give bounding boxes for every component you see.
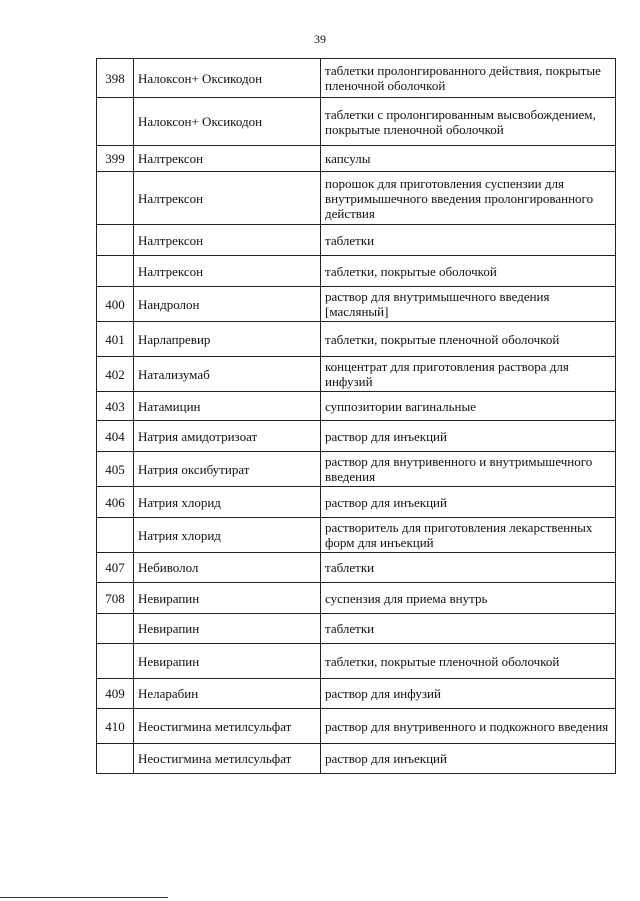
- drug-name: Невирапин: [134, 644, 321, 679]
- drug-name: Натрия оксибутират: [134, 452, 321, 487]
- row-number: 403: [97, 392, 134, 421]
- drug-name: Натализумаб: [134, 357, 321, 392]
- dosage-form: таблетки пролонгированного действия, покрытые пленочной оболочкой: [321, 59, 616, 98]
- row-number: [97, 744, 134, 774]
- table-row: [97, 518, 616, 553]
- table-row: [97, 553, 616, 583]
- table-row: [97, 225, 616, 256]
- row-number: 398: [97, 59, 134, 98]
- table-row: [97, 256, 616, 287]
- dosage-form: суспензия для приема внутрь: [321, 583, 616, 614]
- row-number: 410: [97, 709, 134, 744]
- table-row: [97, 59, 616, 98]
- row-number: [97, 98, 134, 146]
- dosage-form: раствор для внутримышечного введения [масляный]: [321, 287, 616, 322]
- table-row: [97, 146, 616, 172]
- drug-name: Налтрексон: [134, 172, 321, 225]
- table-row: [97, 679, 616, 709]
- row-number: 402: [97, 357, 134, 392]
- dosage-form: раствор для инъекций: [321, 487, 616, 518]
- dosage-form: таблетки: [321, 225, 616, 256]
- row-number: 405: [97, 452, 134, 487]
- dosage-form: таблетки, покрытые оболочкой: [321, 256, 616, 287]
- table-row: [97, 709, 616, 744]
- drug-name: Налоксон+ Оксикодон: [134, 98, 321, 146]
- row-number: [97, 614, 134, 644]
- dosage-form: порошок для приготовления суспензии для внутримышечного введения пролонгированного действия: [321, 172, 616, 225]
- dosage-form: концентрат для приготовления раствора для инфузий: [321, 357, 616, 392]
- drug-name: Натрия амидотризоат: [134, 421, 321, 452]
- table-row: [97, 644, 616, 679]
- drug-name: Натрия хлорид: [134, 487, 321, 518]
- drug-name: Невирапин: [134, 614, 321, 644]
- table-row: [97, 452, 616, 487]
- drug-name: Налтрексон: [134, 225, 321, 256]
- dosage-form: раствор для внутривенного и внутримышечного введения: [321, 452, 616, 487]
- drug-name: Невирапин: [134, 583, 321, 614]
- dosage-form: раствор для инъекций: [321, 421, 616, 452]
- dosage-form: таблетки, покрытые пленочной оболочкой: [321, 322, 616, 357]
- dosage-form: раствор для инъекций: [321, 744, 616, 774]
- row-number: 708: [97, 583, 134, 614]
- drug-name: Нарлапревир: [134, 322, 321, 357]
- drug-name: Неостигмина метилсульфат: [134, 744, 321, 774]
- row-number: [97, 172, 134, 225]
- dosage-form: таблетки, покрытые пленочной оболочкой: [321, 644, 616, 679]
- dosage-form: таблетки: [321, 614, 616, 644]
- dosage-form: раствор для внутривенного и подкожного введения: [321, 709, 616, 744]
- dosage-form: таблетки с пролонгированным высвобождением, покрытые пленочной оболочкой: [321, 98, 616, 146]
- table-row: [97, 98, 616, 146]
- drug-table: [96, 58, 616, 774]
- dosage-form: растворитель для приготовления лекарственных форм для инъекций: [321, 518, 616, 553]
- drug-name: Налоксон+ Оксикодон: [134, 59, 321, 98]
- row-number: [97, 256, 134, 287]
- row-number: 406: [97, 487, 134, 518]
- drug-name: Натамицин: [134, 392, 321, 421]
- row-number: 404: [97, 421, 134, 452]
- drug-name: Налтрексон: [134, 256, 321, 287]
- table-row: [97, 322, 616, 357]
- table-row: [97, 487, 616, 518]
- table-row: [97, 357, 616, 392]
- row-number: [97, 225, 134, 256]
- table-row: [97, 421, 616, 452]
- row-number: 409: [97, 679, 134, 709]
- table-row: [97, 287, 616, 322]
- table-row: [97, 172, 616, 225]
- dosage-form: таблетки: [321, 553, 616, 583]
- drug-name: Натрия хлорид: [134, 518, 321, 553]
- drug-name: Небиволол: [134, 553, 321, 583]
- dosage-form: капсулы: [321, 146, 616, 172]
- dosage-form: раствор для инфузий: [321, 679, 616, 709]
- table-row: [97, 744, 616, 774]
- drug-name: Неларабин: [134, 679, 321, 709]
- table-row: [97, 583, 616, 614]
- footnote-rule: [0, 897, 168, 898]
- drug-name: Налтрексон: [134, 146, 321, 172]
- table-row: [97, 392, 616, 421]
- page-number: 39: [314, 32, 326, 46]
- drug-name: Нандролон: [134, 287, 321, 322]
- row-number: 399: [97, 146, 134, 172]
- row-number: 400: [97, 287, 134, 322]
- dosage-form: суппозитории вагинальные: [321, 392, 616, 421]
- drug-name: Неостигмина метилсульфат: [134, 709, 321, 744]
- row-number: [97, 518, 134, 553]
- table-body: [97, 59, 616, 774]
- row-number: 407: [97, 553, 134, 583]
- table-row: [97, 614, 616, 644]
- row-number: [97, 644, 134, 679]
- row-number: 401: [97, 322, 134, 357]
